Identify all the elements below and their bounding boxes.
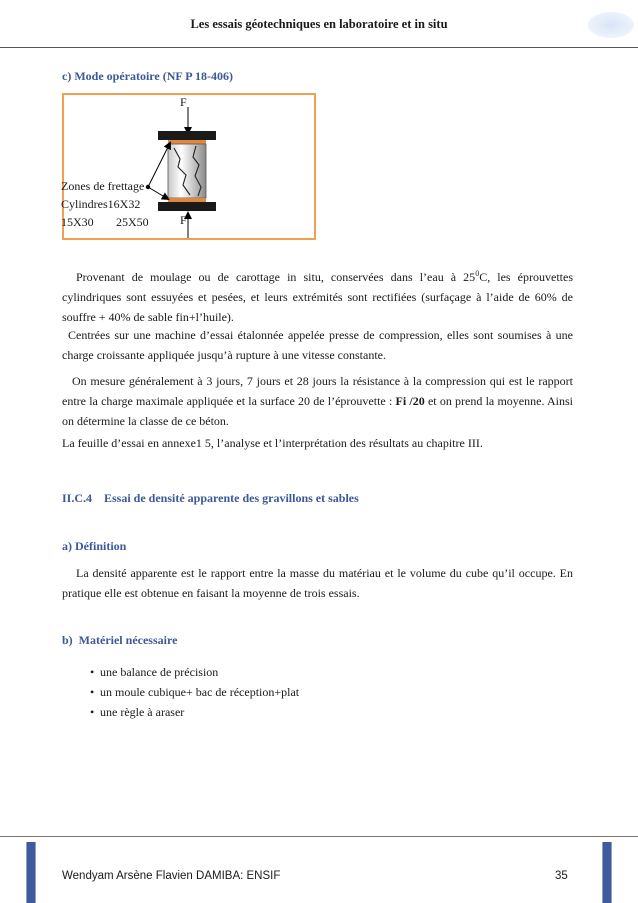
paragraph-annex-reference: La feuille d’essai en annexe1 5, l’analyse et l’interprétation des résultats au chapitre III. <box>62 436 483 450</box>
footer-rule <box>0 836 638 837</box>
leader-top-cap <box>148 143 170 187</box>
paragraph-sample-prep: Provenant de moulage ou de carottage in situ, conservées dans l’eau à $25^0C$, les éprouvettes cylindriques sont essuyées et pesées, et leurs extrémités sont rectifiées (surfaçage à l’aide de 60% de souffre + 40% de sable fin+l’huile). <box>62 269 573 324</box>
bottom-platen <box>158 202 216 211</box>
footer-page-number: 35 <box>555 870 568 882</box>
leader-origin-dot <box>145 184 149 188</box>
footer-bar-left <box>26 842 36 903</box>
top-force-label: F <box>180 95 187 109</box>
leader-bottom-cap <box>148 187 168 199</box>
list-item: • un moule cubique+ bac de réception+plat <box>90 682 299 702</box>
section-a-heading: a) Définition <box>62 539 127 553</box>
section-iic4-heading: II.C.4 Essai de densité apparente des gravillons et sables <box>62 491 359 505</box>
size-25x50-label: 25X50 <box>116 215 149 229</box>
size-15x30-label: 15X30 <box>61 215 94 229</box>
list-item: • une balance de précision <box>90 662 299 682</box>
header-decoration <box>588 12 634 38</box>
paragraph-compression-press: Centrées sur une machine d’essai étalonnée appelée presse de compression, elles sont soumises à une charge croissante appliquée jusqu’à rupture à une vitesse constante. <box>62 328 573 362</box>
section-b-heading: b) Matériel nécessaire <box>62 633 178 647</box>
bottom-force-label: F <box>180 213 187 227</box>
header-rule <box>0 47 638 48</box>
top-platen <box>158 131 216 140</box>
paragraph-resistance: On mesure généralement à 3 jours, 7 jours et 28 jours la résistance à la compression qui est le rapport entre la charge maximale appliquée et la surface 20 de l’éprouvette : Fi /20 et on prend la moyenne. Ainsi on détermine la classe de ce béton. <box>62 374 574 428</box>
compression-diagram <box>62 93 316 240</box>
frettage-zones-label: Zones de frettage <box>61 179 145 193</box>
equipment-list <box>90 662 299 722</box>
top-frettage-cap <box>168 140 206 144</box>
cylinders-label: Cylindres16X32 <box>61 197 141 211</box>
compression-test-figure <box>62 93 316 240</box>
header-title: Les essais géotechniques en laboratoire et in situ <box>190 17 448 31</box>
footer-bar-right <box>602 842 612 903</box>
list-item: • une règle à araser <box>90 702 299 722</box>
section-c-heading: c) Mode opératoire (NF P 18-406) <box>62 69 233 83</box>
paragraph-density-definition: La densité apparente est le rapport entre la masse du matériau et le volume du cube qu’il occupe. En pratique elle est obtenue en faisant la moyenne de trois essais. <box>62 566 573 600</box>
footer-author: Wendyam Arsène Flavien DAMIBA: ENSIF <box>62 870 281 882</box>
bottom-frettage-cap <box>168 198 206 202</box>
